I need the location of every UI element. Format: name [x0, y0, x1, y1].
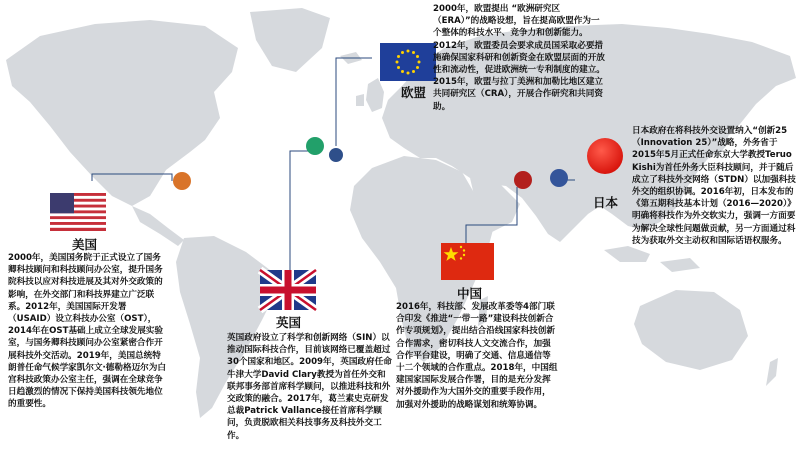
uk-location-dot: [306, 137, 324, 155]
eu-flag: [380, 43, 436, 81]
connector-uk: [290, 151, 316, 270]
japan-flag: [587, 138, 623, 174]
usa-location-dot: [173, 172, 191, 190]
map-australia: [634, 290, 748, 370]
usa-flag: [50, 193, 106, 231]
japan-description: 日本政府在将科技外交设置纳入“创新25（Innovation 25）”战略，外务省于2015年5月正式任命东京大学教授Teruo Kishi为首任外务大臣科技顾问，并于随后成立了科技外交网络（STDN）以加强科技外交的组织协调。2016年初，日本发布的《第五期科技基本计划（2016—2020）》明确将科技作为外交软实力，强调一方面要为解决全球性问题做贡献，另一方面通过科技为获取外交主动权和国际话语权服务。: [632, 126, 796, 246]
uk-label: 英国: [276, 315, 302, 330]
china-location-dot: [514, 171, 532, 189]
japan-location-dot: [550, 169, 568, 187]
map-north-america: [6, 20, 238, 206]
china-flag: [441, 243, 494, 280]
uk-description: 英国政府设立了科学和创新网络（SIN）以推动国际科技合作，目前该网络已覆盖超过30个国家和地区。2009年，英国政府任命牛津大学David Clary教授为首任外交和联邦事务部首席科学顾问，以推进科技和外交政策的融合。2017年，葛兰素史克研发总裁Patrick Vallance接任首席科学顾问，负责脱欧相关科技事务及科技外交工作。: [227, 333, 392, 441]
eu-location-dot: [329, 148, 343, 162]
map-central-america: [132, 206, 184, 246]
china-label: 中国: [457, 286, 483, 301]
japan-label: 日本: [593, 195, 619, 210]
map-greenland: [250, 8, 330, 72]
eu-label: 欧盟: [401, 85, 427, 100]
usa-label: 美国: [72, 237, 98, 252]
map-indonesia: [604, 246, 700, 272]
connector-eu: [336, 58, 372, 146]
uk-flag: [260, 270, 316, 310]
usa-description: 2000年，美国国务院于正式设立了国务卿科技顾问和科技顾问办公室，提升国务院科技以应对科技进展及其对外交政策的影响，在外交部门和科技界建立广泛联系。2012年，美国国际开发署（USAID）设立科技办公室（OST），2014年在OST基础上成立全球发展实验室，与国务卿科技顾问办公室紧密合作开展科技外交活动。2019年，美国总统特朗普任命气候学家凯尔文·德勒格迈尔为白宫科技政策办公室主任，强调在全球竞争日趋激烈的情况下保持美国科技领先地位的重要性。: [8, 253, 166, 410]
china-description: 2016年，科技部、发展改革委等4部门联合印发《推进“一带一路”建设科技创新合作专项规划》，提出结合沿线国家科技创新合作需求，密切科技人文交流合作，加强合作平台建设，明确了交通、信息通信等十二个领域的合作重点。2018年，中国组建国家国际发展合作署，目的是充分发挥对外援助作为大国外交的重要手段作用，加强对外援助的战略谋划和统筹协调。: [396, 302, 558, 410]
map-new-zealand: [766, 358, 778, 386]
eu-description: 2000年，欧盟提出 “欧洲研究区（ERA）”的战略设想，旨在提高欧盟作为一个整体的科技水平、竞争力和创新能力。2012年，欧盟委员会要求成员国采取必要措施确保国家科研和创新资金在欧盟层面的开放性和流动性，促进欧洲统一专利制度的建立。2015年，欧盟与拉丁美洲和加勒比地区建立共同研究区（CRA），开展合作研究和共同资助。: [433, 4, 605, 112]
map-british-isles: [356, 78, 384, 112]
